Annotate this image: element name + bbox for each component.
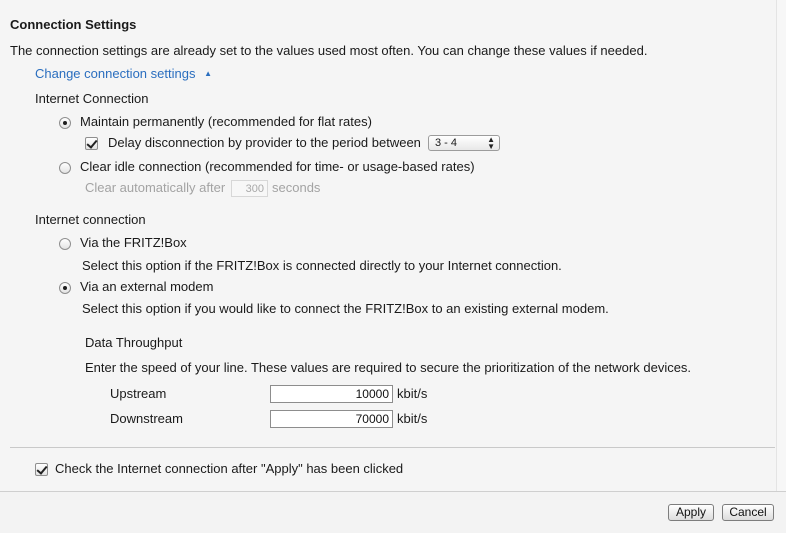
section-divider xyxy=(10,447,775,448)
delay-period-value: 3 - 4 xyxy=(435,137,458,149)
delay-disconnection-label[interactable]: Delay disconnection by provider to the period between xyxy=(108,135,421,150)
delay-disconnection-checkbox[interactable] xyxy=(85,137,98,150)
downstream-input[interactable]: 70000 xyxy=(270,410,393,428)
collapse-arrow-icon: ▲ xyxy=(204,69,212,78)
clear-idle-label[interactable]: Clear idle connection (recommended for time- or usage-based rates) xyxy=(80,159,475,174)
upstream-label: Upstream xyxy=(110,386,167,401)
downstream-label: Downstream xyxy=(110,411,183,426)
internet-connection-heading: Internet Connection xyxy=(35,91,149,106)
via-fritzbox-hint: Select this option if the FRITZ!Box is connected directly to your Internet connection. xyxy=(82,258,562,273)
internet-connection-type-heading: Internet connection xyxy=(35,212,146,227)
clear-auto-suffix: seconds xyxy=(272,180,321,195)
via-external-modem-radio[interactable] xyxy=(59,282,71,294)
upstream-input[interactable]: 10000 xyxy=(270,385,393,403)
change-settings-link[interactable] xyxy=(35,66,212,82)
delay-period-select[interactable] xyxy=(428,135,500,151)
via-external-modem-label[interactable]: Via an external modem xyxy=(80,279,214,294)
via-fritzbox-label[interactable]: Via the FRITZ!Box xyxy=(80,235,187,250)
check-after-apply-checkbox[interactable] xyxy=(35,463,48,476)
apply-button[interactable]: Apply xyxy=(668,504,714,521)
cancel-button[interactable]: Cancel xyxy=(722,504,774,521)
change-settings-link-label: Change connection settings xyxy=(35,66,196,81)
check-after-apply-label[interactable]: Check the Internet connection after "Apply" has been clicked xyxy=(55,461,404,476)
select-arrows-icon: ▲ ▼ xyxy=(487,135,495,151)
data-throughput-description: Enter the speed of your line. These values are required to secure the prioritization of the network devices. xyxy=(85,360,692,375)
maintain-permanently-label[interactable]: Maintain permanently (recommended for flat rates) xyxy=(80,114,372,129)
data-throughput-heading: Data Throughput xyxy=(85,335,183,350)
clear-auto-seconds-input[interactable]: 300 xyxy=(231,180,268,197)
vertical-scrollbar[interactable] xyxy=(776,0,786,491)
section-title: Connection Settings xyxy=(10,17,137,32)
via-external-modem-hint: Select this option if you would like to connect the FRITZ!Box to an existing external modem. xyxy=(82,301,609,316)
section-description: The connection settings are already set to the values used most often. You can change these values if needed. xyxy=(10,43,648,58)
clear-auto-prefix: Clear automatically after xyxy=(85,180,226,195)
footer-divider xyxy=(0,491,786,492)
downstream-unit: kbit/s xyxy=(397,411,428,426)
maintain-permanently-radio[interactable] xyxy=(59,117,71,129)
clear-idle-radio[interactable] xyxy=(59,162,71,174)
upstream-unit: kbit/s xyxy=(397,386,428,401)
via-fritzbox-radio[interactable] xyxy=(59,238,71,250)
